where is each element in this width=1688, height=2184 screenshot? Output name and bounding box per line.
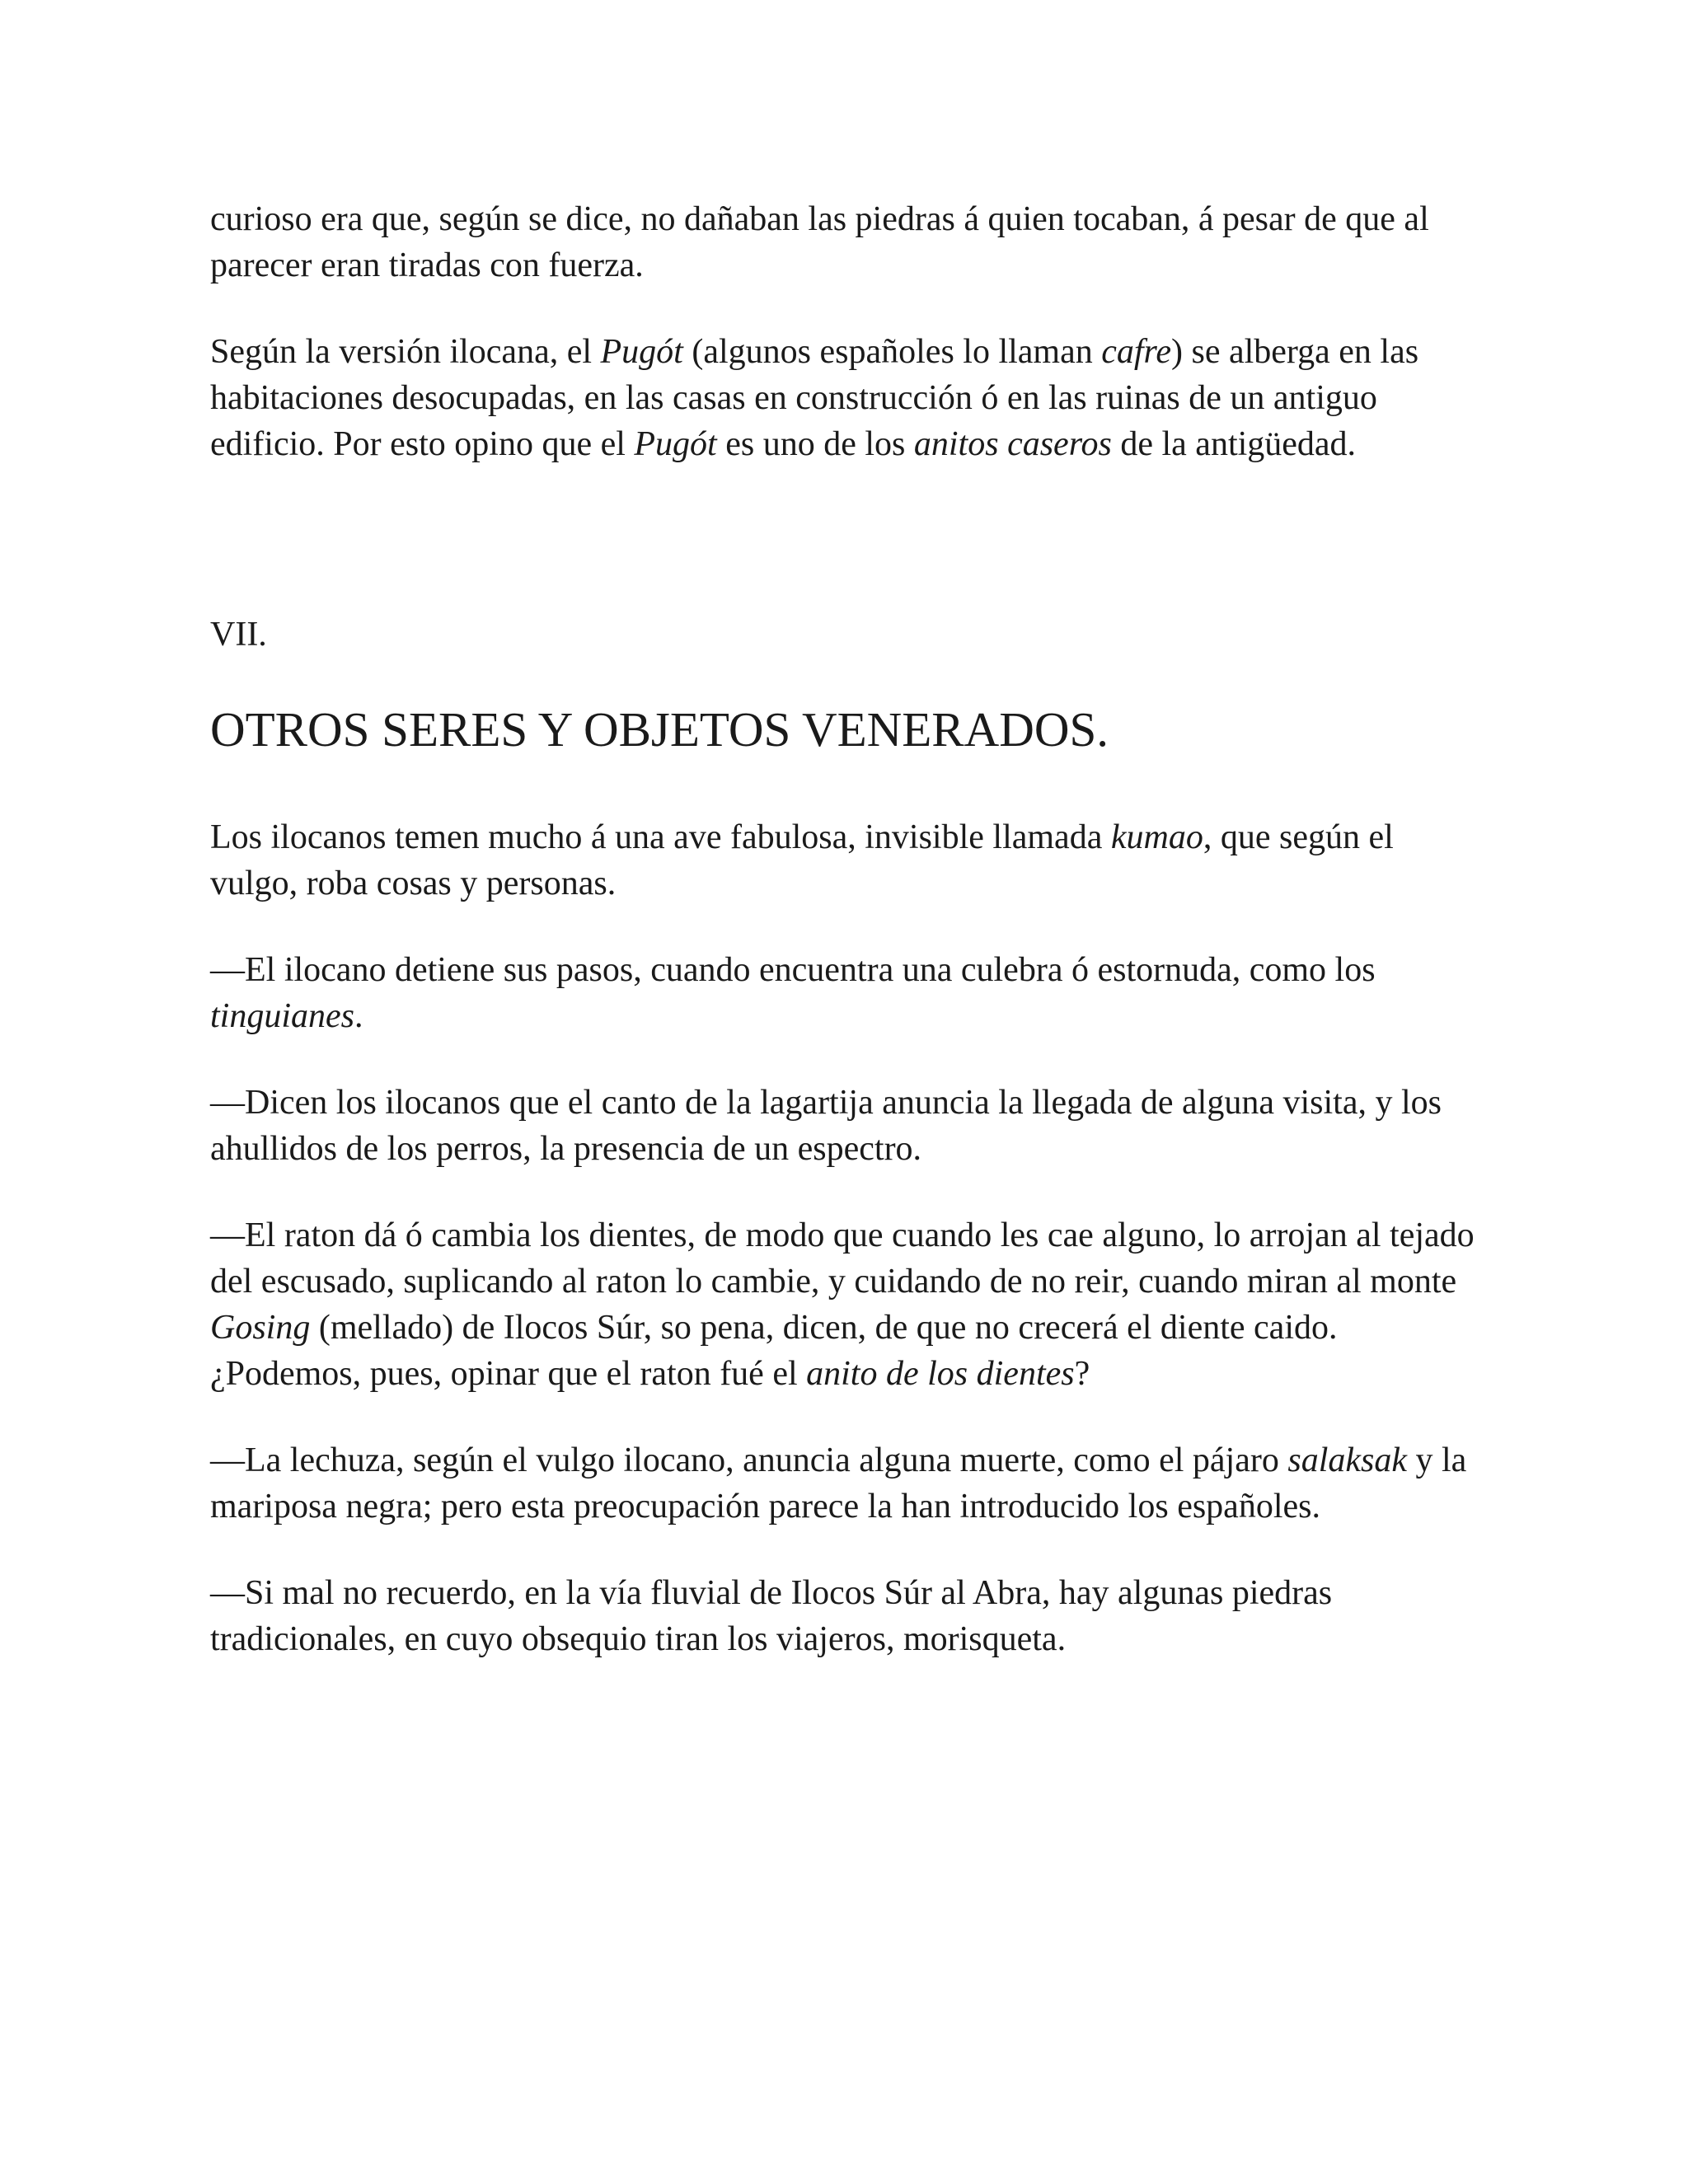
paragraph (210, 1212, 1479, 1397)
text-span: curioso era que, según se dice, no dañaban las piedras á quien tocaban, á pesar de que al parecer eran tiradas con fuerza. (210, 200, 1429, 284)
text-span: . (354, 997, 363, 1035)
italic-term: Pugót (600, 333, 683, 371)
text-span: —Dicen los ilocanos que el canto de la lagartija anuncia la llegada de alguna visita, y los ahullidos de los perros, la presencia de un espectro. (210, 1084, 1442, 1168)
text-span: (algunos españoles lo llaman (682, 333, 1102, 371)
paragraph (210, 329, 1479, 467)
text-span: ? (1074, 1355, 1090, 1393)
text-span: (mellado) de Ilocos Súr, so pena, dicen, de que no crecerá el diente caido. ¿Podemos, pues, opinar que el raton fué el (210, 1309, 1338, 1393)
section-number: VII. (210, 616, 267, 654)
document-page (210, 196, 1479, 1703)
paragraph (210, 1080, 1479, 1172)
italic-term: kumao (1110, 818, 1203, 856)
italic-term: anitos caseros (913, 425, 1112, 463)
italic-term: Gosing (210, 1309, 311, 1347)
text-span: —Si mal no recuerdo, en la vía fluvial de Ilocos Súr al Abra, hay algunas piedras tradicionales, en cuyo obsequio tiran los viajeros, morisqueta. (210, 1574, 1333, 1658)
text-span: ) se alberga en las habitaciones desocupadas, en las casas en construcción ó en las ruinas de un antiguo edificio. Por esto opino que el (210, 333, 1419, 463)
section-spacer (210, 508, 1479, 612)
paragraph (210, 1570, 1479, 1662)
text-span: Los ilocanos temen mucho á una ave fabulosa, invisible llamada (210, 818, 1111, 856)
text-span: y la mariposa negra; pero esta preocupación parece la han introducido los españoles. (210, 1441, 1467, 1526)
text-span: Según la versión ilocana, el (210, 333, 601, 371)
text-span: de la antigüedad. (1111, 425, 1357, 463)
italic-term: salaksak (1287, 1441, 1407, 1479)
italic-term: cafre (1101, 333, 1171, 371)
italic-term: tinguianes (210, 997, 354, 1035)
paragraph (210, 1437, 1479, 1530)
text-span: es uno de los (716, 425, 914, 463)
italic-term: Pugót (634, 425, 717, 463)
section-title: OTROS SERES Y OBJETOS VENERADOS. (210, 702, 1109, 757)
text-span: , que según el vulgo, roba cosas y personas. (210, 818, 1394, 902)
italic-term: anito de los dientes (806, 1355, 1075, 1393)
paragraph (210, 947, 1479, 1039)
text-span: —La lechuza, según el vulgo ilocano, anuncia alguna muerte, como el pájaro (210, 1441, 1288, 1479)
paragraph (210, 196, 1479, 288)
paragraph (210, 814, 1479, 907)
text-span: —El ilocano detiene sus pasos, cuando encuentra una culebra ó estornuda, como los (210, 951, 1376, 989)
text-span: —El raton dá ó cambia los dientes, de modo que cuando les cae alguno, lo arrojan al tejado del escusado, suplicando al raton lo cambie, y cuidando de no reir, cuando miran al monte (210, 1216, 1475, 1301)
